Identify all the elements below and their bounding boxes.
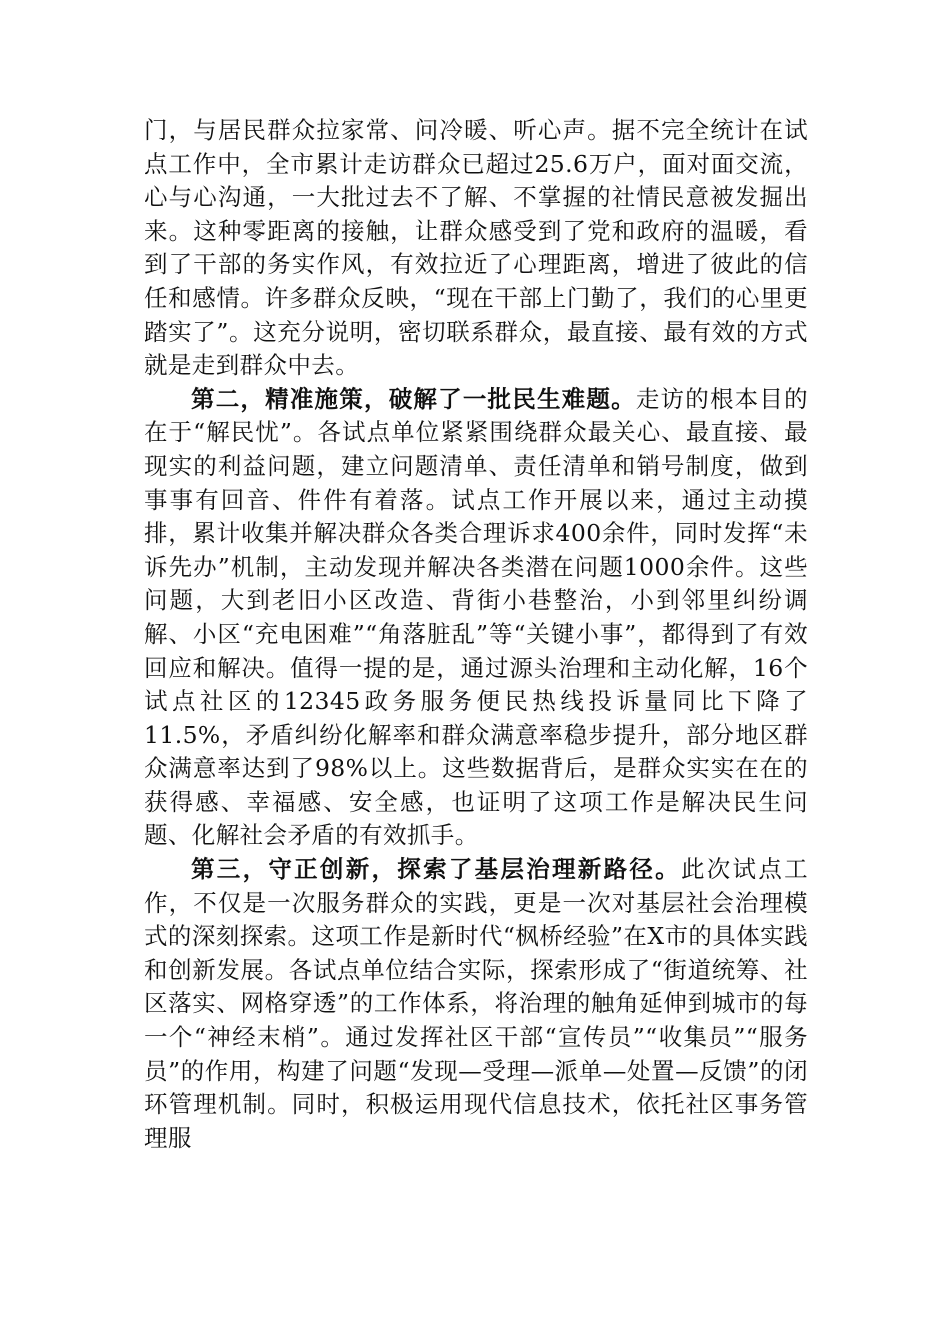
paragraph-continued: [144, 114, 808, 383]
paragraph-text: 此次试点工作，不仅是一次服务群众的实践，更是一次对基层社会治理模式的深刻探索。这项工作是新时代“枫桥经验”在X市的具体实践和创新发展。各试点单位结合实际，探索形成了“街道统筹、社区落实、网格穿透”的工作体系，将治理的触角延伸到城市的每一个“神经末梢”。通过发挥社区干部“宣传员”“收集员”“服务员”的作用，构建了问题“发现—受理—派单—处置—反馈”的闭环管理机制。同时，积极运用现代信息技术，依托社区事务管理服: [144, 855, 808, 1152]
body-text: [144, 114, 808, 1155]
paragraph-second: [144, 383, 808, 853]
paragraph-text: 门，与居民群众拉家常、问冷暖、听心声。据不完全统计在试点工作中，全市累计走访群众已超过25.6万户，面对面交流，心与心沟通，一大批过去不了解、不掌握的社情民意被发掘出来。这种零距离的接触，让群众感受到了党和政府的温暖，看到了干部的务实作风，有效拉近了心理距离，增进了彼此的信任和感情。许多群众反映，“现在干部上门勤了，我们的心里更踏实了”。这充分说明，密切联系群众，最直接、最有效的方式就是走到群众中去。: [144, 116, 808, 380]
paragraph-third: [144, 853, 808, 1155]
paragraph-heading: 第二，精准施策，破解了一批民生难题。: [191, 384, 636, 413]
paragraph-text: 走访的根本目的在于“解民忧”。各试点单位紧紧围绕群众最关心、最直接、最现实的利益问题，建立问题清单、责任清单和销号制度，做到事事有回音、件件有着落。试点工作开展以来，通过主动摸排，累计收集并解决群众各类合理诉求400余件，同时发挥“未诉先办”机制，主动发现并解决各类潜在问题1000余件。这些问题，大到老旧小区改造、背街小巷整治，小到邻里纠纷调解、小区“充电困难”“角落脏乱”等“关键小事”，都得到了有效回应和解决。值得一提的是，通过源头治理和主动化解，16个试点社区的12345政务服务便民热线投诉量同比下降了11.5%，矛盾纠纷化解率和群众满意率稳步提升，部分地区群众满意率达到了98%以上。这些数据背后，是群众实实在在的获得感、幸福感、安全感，也证明了这项工作是解决民生问题、化解社会矛盾的有效抓手。: [144, 384, 809, 850]
paragraph-heading: 第三，守正创新，探索了基层治理新路径。: [191, 855, 681, 884]
